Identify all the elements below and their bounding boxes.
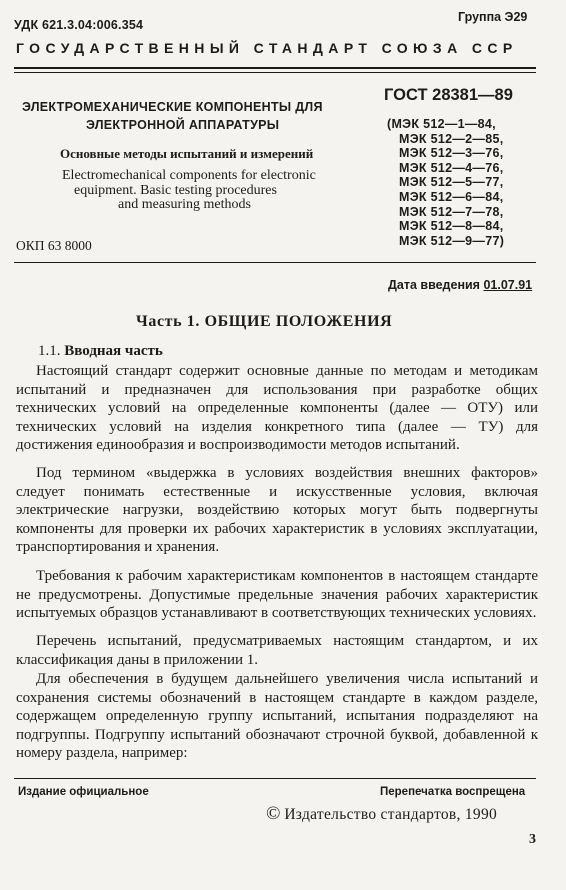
title-en-line1: Electromechanical components for electronic [62,168,316,183]
group-code: Группа Э29 [458,10,528,24]
title-en-line3: and measuring methods [118,197,251,212]
section-title: Вводная часть [64,343,163,359]
reprint-notice: Перепечатка воспрещена [380,786,526,798]
iec-ref: МЭК 512—9—77) [399,233,505,248]
footer-rule [14,778,536,779]
copyright-line [266,803,497,825]
gost-number: ГОСТ 28381—89 [384,86,513,104]
okp-code: ОКП 63 8000 [16,238,92,253]
state-standard-heading: ГОСУДАРСТВЕННЫЙ СТАНДАРТ СОЮЗА ССР [16,40,518,56]
iec-ref: МЭК 512—7—78, [399,204,504,219]
header-rule-bottom [14,72,536,73]
paragraph-2: Под термином «выдержка в условиях воздействия внешних факторов» следует понимать естественные и искусственные условия, включая электрические нагрузки, воздействию которых могут быть подвергнуты компоненты для проверки их рабочих характеристик в условиях эксплуатации, транспортирования и хранения. [16,465,538,556]
iec-ref: МЭК 512—2—85, [399,131,504,146]
official-edition: Издание официальное [18,786,149,798]
iec-references [387,117,504,248]
copyright-icon: © [266,803,281,824]
intro-date-label: Дата введения [388,278,480,292]
iec-ref: МЭК 512—6—84, [399,189,504,204]
section-heading [38,343,163,360]
iec-ref: (МЭК 512—1—84, [387,117,496,131]
part-heading: Часть 1. ОБЩИЕ ПОЛОЖЕНИЯ [136,313,393,330]
paragraph-4: Перечень испытаний, предусматриваемых настоящим стандартом, и их классификация даны в приложении 1. [16,633,538,668]
intro-date-value: 01.07.91 [483,278,533,292]
title-ru-line2: ЭЛЕКТРОННОЙ АППАРАТУРЫ [86,118,280,132]
title-en-line2: equipment. Basic testing procedures [74,183,277,198]
paragraph-3: Требования к рабочим характеристикам компонентов в настоящем стандарте не предусмотрены. Допустимые предельные значения рабочих характеристик испытуемых образцов устанавливают в соответствующих технических условиях. [16,568,538,622]
udk-code: УДК 621.3.04:006.354 [14,18,144,32]
title-ru-subtitle: Основные методы испытаний и измерений [60,146,314,161]
iec-ref: МЭК 512—8—84, [399,219,504,234]
iec-ref: МЭК 512—4—76, [399,160,504,175]
page-number: 3 [529,832,536,847]
title-block-rule [14,262,536,263]
section-number: 1.1. [38,343,61,359]
iec-ref: МЭК 512—5—77, [399,175,504,190]
header-rule-top [14,67,536,69]
paragraph-1: Настоящий стандарт содержит основные данные по методам и методикам испытаний и предназначен для использования при разработке общих технических условий на определенные компоненты (далее — ОТУ) или технических условий на изделия конкретного типа (далее — ТУ) для достижения единообразия и воспроизводимости методов испытаний. [16,363,538,454]
paragraph-5: Для обеспечения в будущем дальнейшего увеличения числа испытаний и сохранения системы обозначений в настоящем стандарте в каждом разделе, содержащем определенную группу испытаний, испытания подразделяют на подгруппы. Подгруппу испытаний обозначают строчной буквой, добавленной к номеру раздела, например: [16,671,538,762]
intro-date [388,278,532,292]
copyright-text: Издательство стандартов, 1990 [284,806,498,823]
title-ru-line1: ЭЛЕКТРОМЕХАНИЧЕСКИЕ КОМПОНЕНТЫ ДЛЯ [22,100,323,114]
iec-ref: МЭК 512—3—76, [399,146,504,161]
